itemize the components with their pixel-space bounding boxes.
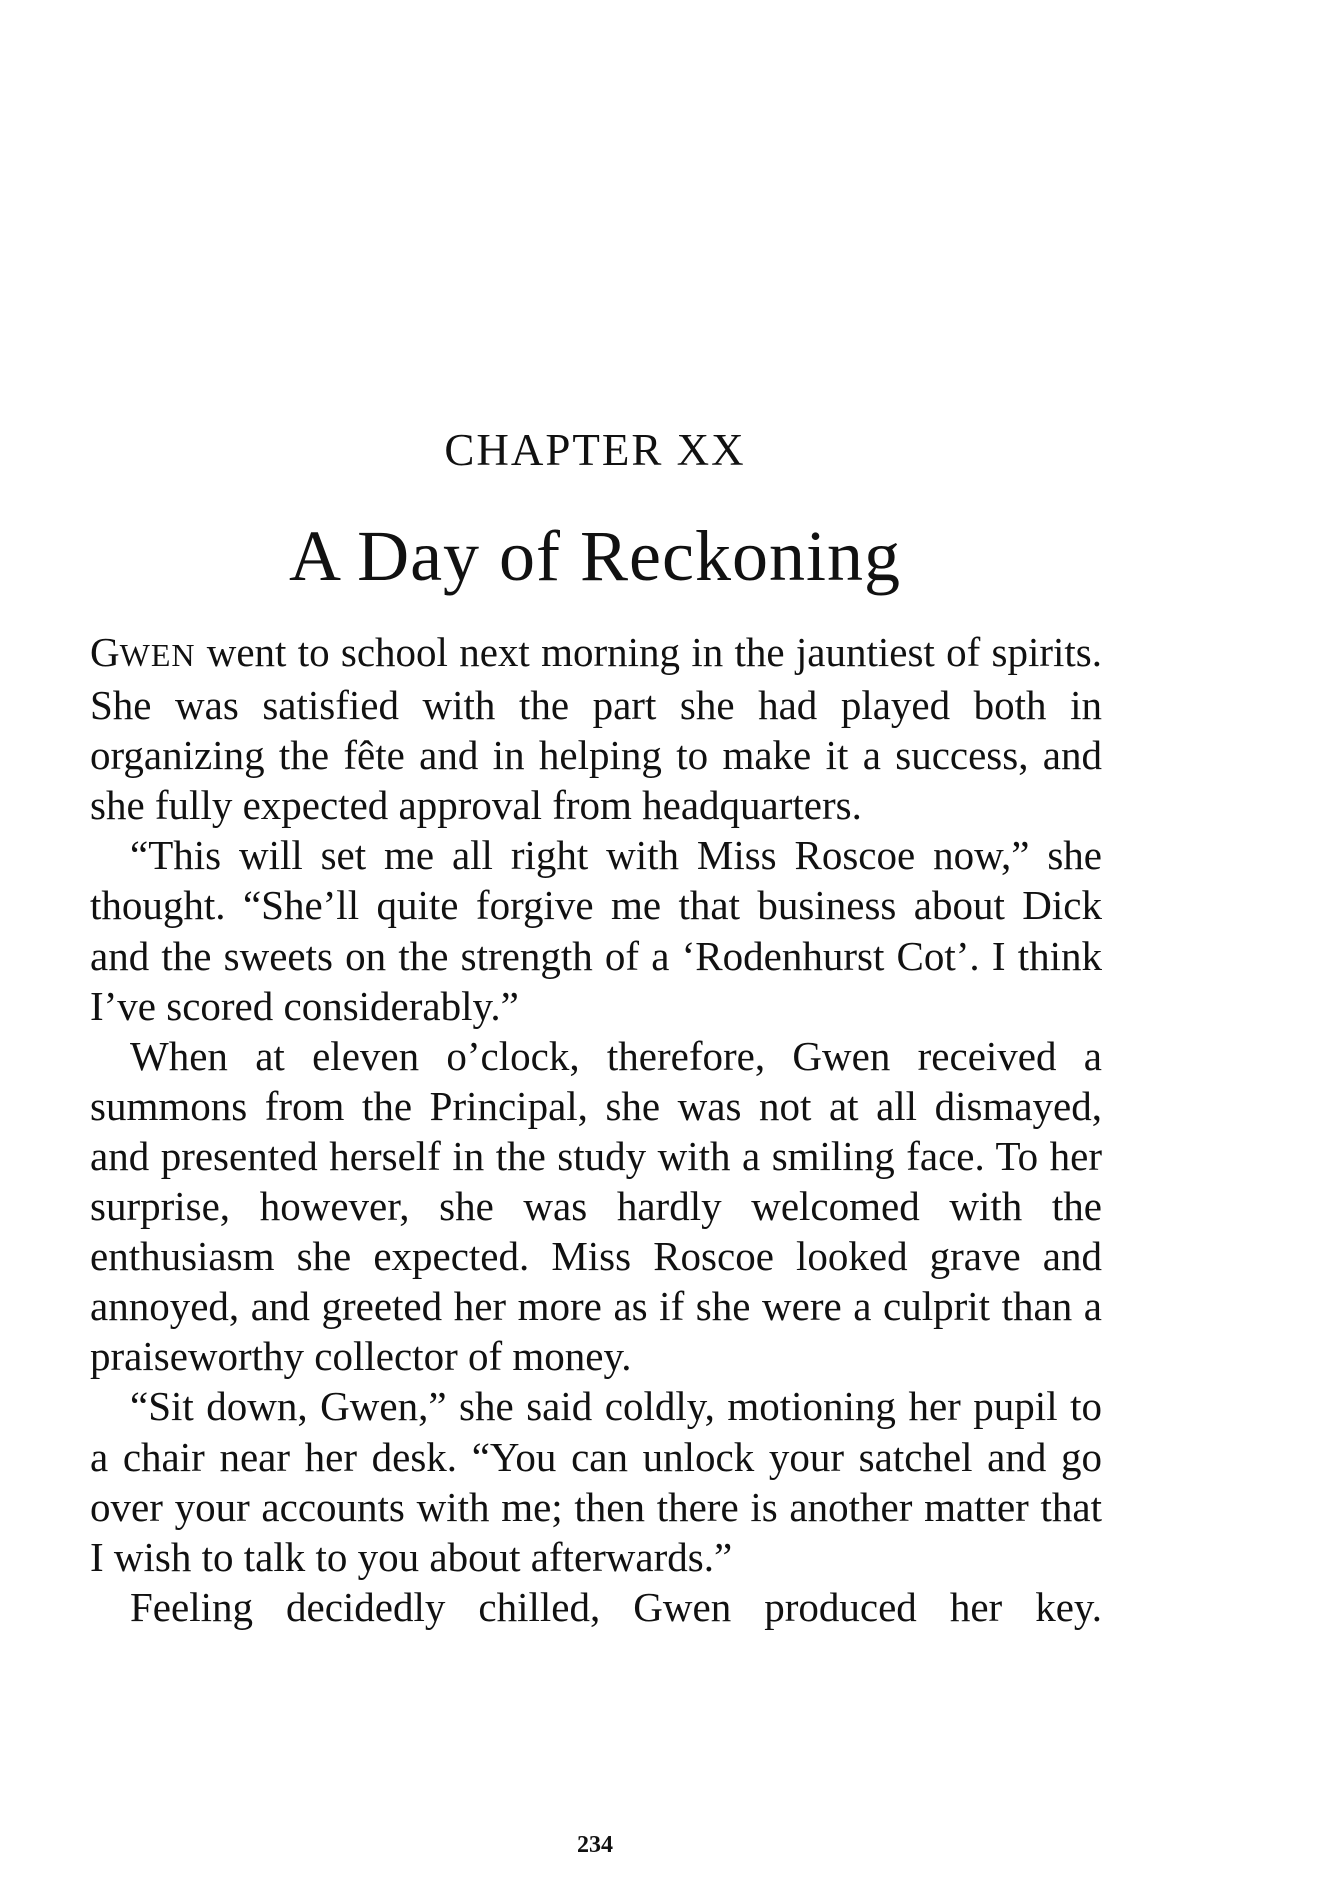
drop-word-initial: G <box>90 629 120 675</box>
chapter-title: A Day of Reckoning <box>289 516 901 596</box>
chapter-number: CHAPTER XX <box>444 425 746 475</box>
body-text <box>90 627 1102 1632</box>
page-number: 234 <box>577 1832 613 1858</box>
paragraph-1-text: went to school next morning in the jauntiest of spirits. She was satisfied with the part she had played both in organizing the fête and in helping to make it a success, and she fully expected approval from headquarters. <box>90 629 1102 829</box>
drop-word-smallcaps: WEN <box>119 637 196 673</box>
paragraph-1 <box>90 627 1102 830</box>
paragraph-2: “This will set me all right with Miss Roscoe now,” she thought. “She’ll quite forgive me that business about Dick and the sweets on the strength of a ‘Rodenhurst Cot’. I think I’ve scored considerably.” <box>90 832 1102 1029</box>
paragraph-4: “Sit down, Gwen,” she said coldly, motioning her pupil to a chair near her desk. “You can unlock your satchel and go over your accounts with me; then there is another matter that I wish to talk to you about afterwards.” <box>90 1383 1102 1580</box>
paragraph-5: Feeling decidedly chilled, Gwen produced her key. <box>130 1583 1102 1630</box>
paragraph-3: When at eleven o’clock, therefore, Gwen received a summons from the Principal, she was not at all dismayed, and presented herself in the study with a smiling face. To her surprise, however, she was hardly welcomed with the enthusiasm she expected. Miss Roscoe looked grave and annoyed, and greeted her more as if she were a culprit than a praiseworthy collector of money. <box>90 1032 1102 1380</box>
